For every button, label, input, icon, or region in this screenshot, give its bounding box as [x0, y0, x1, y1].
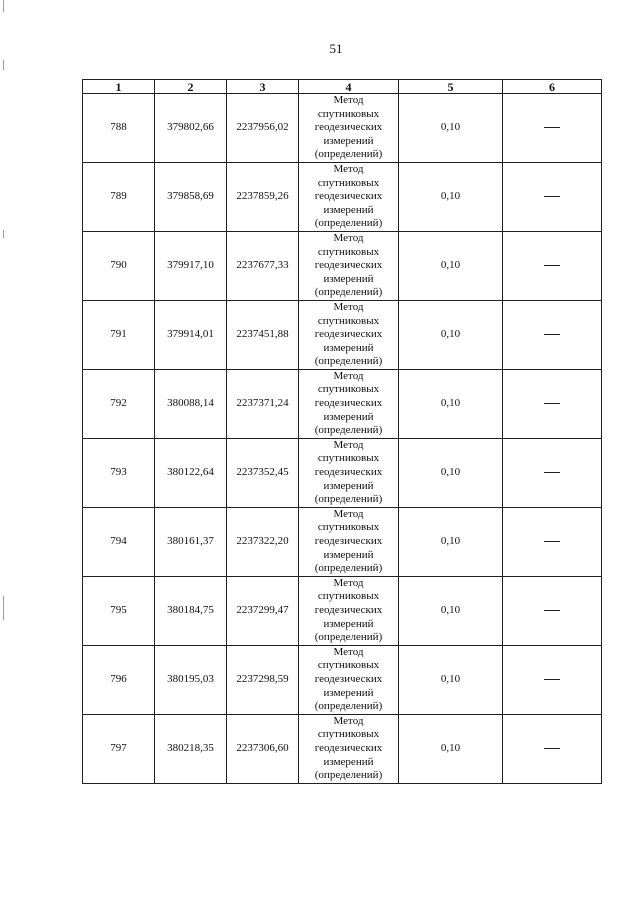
accuracy-cell: 0,10: [399, 231, 503, 300]
method-line: геодезических: [314, 259, 383, 272]
x-coordinate-cell: 380161,37: [155, 507, 227, 576]
table-row: [83, 231, 602, 300]
table-row: [83, 576, 602, 645]
method-line: (определений): [314, 493, 383, 506]
point-number-cell: 791: [83, 300, 155, 369]
method-cell: [299, 231, 399, 300]
method-cell: [299, 714, 399, 783]
method-line: Метод: [333, 714, 364, 727]
method-line: измерений: [323, 617, 374, 630]
table-row: [83, 369, 602, 438]
x-coordinate-cell: 380195,03: [155, 645, 227, 714]
description-cell: [503, 576, 602, 645]
point-number-cell: 794: [83, 507, 155, 576]
header-row: [83, 80, 602, 94]
method-line: (определений): [314, 769, 383, 782]
y-coordinate-cell: 2237352,45: [227, 438, 299, 507]
method-line: (определений): [314, 355, 383, 368]
y-coordinate-cell: 2237298,59: [227, 645, 299, 714]
method-line: геодезических: [314, 397, 383, 410]
method-line: (определений): [314, 700, 383, 713]
dash-mark: [544, 679, 560, 680]
column-header: 5: [399, 80, 503, 94]
method-line: спутниковых: [317, 383, 380, 396]
y-coordinate-cell: 2237451,88: [227, 300, 299, 369]
method-cell: [299, 645, 399, 714]
method-line: геодезических: [314, 535, 383, 547]
method-line: измерений: [323, 272, 374, 285]
method-cell: [299, 438, 399, 507]
x-coordinate-cell: 379914,01: [155, 300, 227, 369]
method-line: спутниковых: [317, 452, 380, 465]
accuracy-cell: 0,10: [399, 576, 503, 645]
x-coordinate-cell: 379858,69: [155, 162, 227, 231]
method-cell: [299, 576, 399, 645]
method-line: Метод: [333, 94, 364, 106]
scan-edge-mark: [3, 0, 4, 12]
method-line: геодезических: [314, 121, 383, 134]
point-number-cell: 789: [83, 162, 155, 231]
method-line: геодезических: [314, 466, 383, 479]
method-line: спутниковых: [317, 245, 380, 258]
description-cell: [503, 300, 602, 369]
dash-mark: [544, 265, 560, 266]
y-coordinate-cell: 2237859,26: [227, 162, 299, 231]
method-line: Метод: [333, 576, 364, 589]
method-line: (определений): [314, 631, 383, 644]
method-line: Метод: [333, 231, 364, 244]
dash-mark: [544, 472, 560, 473]
method-cell: [299, 507, 399, 576]
x-coordinate-cell: 379802,66: [155, 94, 227, 163]
description-cell: [503, 645, 602, 714]
method-line: геодезических: [314, 741, 383, 754]
dash-mark: [544, 127, 560, 128]
method-line: спутниковых: [317, 728, 380, 741]
method-line: измерений: [323, 686, 374, 699]
point-number-cell: 797: [83, 714, 155, 783]
method-line: спутниковых: [317, 176, 380, 189]
accuracy-cell: 0,10: [399, 507, 503, 576]
accuracy-cell: 0,10: [399, 94, 503, 163]
method-line: (определений): [314, 562, 383, 575]
method-line: (определений): [314, 286, 383, 299]
description-cell: [503, 162, 602, 231]
method-line: спутниковых: [317, 590, 380, 603]
table-row: [83, 438, 602, 507]
method-line: (определений): [314, 148, 383, 161]
point-number-cell: 792: [83, 369, 155, 438]
method-line: Метод: [333, 369, 364, 382]
table-row: [83, 162, 602, 231]
coordinates-table: [82, 79, 602, 784]
y-coordinate-cell: 2237322,20: [227, 507, 299, 576]
method-cell: [299, 300, 399, 369]
x-coordinate-cell: 379917,10: [155, 231, 227, 300]
dash-mark: [544, 610, 560, 611]
y-coordinate-cell: 2237371,24: [227, 369, 299, 438]
accuracy-cell: 0,10: [399, 438, 503, 507]
dash-mark: [544, 403, 560, 404]
method-line: измерений: [323, 134, 374, 147]
y-coordinate-cell: 2237956,02: [227, 94, 299, 163]
y-coordinate-cell: 2237677,33: [227, 231, 299, 300]
scan-edge-mark: [3, 230, 4, 238]
point-number-cell: 793: [83, 438, 155, 507]
method-line: Метод: [333, 162, 364, 175]
method-line: Метод: [333, 300, 364, 313]
description-cell: [503, 507, 602, 576]
method-line: спутниковых: [317, 521, 380, 534]
dash-mark: [544, 334, 560, 335]
description-cell: [503, 369, 602, 438]
accuracy-cell: 0,10: [399, 645, 503, 714]
method-line: измерений: [323, 203, 374, 216]
table-row: [83, 94, 602, 163]
table-row: [83, 645, 602, 714]
method-line: Метод: [333, 507, 364, 520]
description-cell: [503, 438, 602, 507]
method-line: геодезических: [314, 672, 383, 685]
scan-edge-mark: [3, 60, 4, 70]
method-line: измерений: [323, 548, 374, 561]
method-cell: [299, 369, 399, 438]
method-line: геодезических: [314, 603, 383, 616]
point-number-cell: 788: [83, 94, 155, 163]
page-number: 51: [329, 41, 343, 56]
dash-mark: [544, 196, 560, 197]
method-line: геодезических: [314, 328, 383, 341]
dash-mark: [544, 748, 560, 749]
table-row: [83, 300, 602, 369]
table-row: [83, 714, 602, 783]
method-line: спутниковых: [317, 314, 380, 327]
point-number-cell: 795: [83, 576, 155, 645]
method-line: измерений: [323, 410, 374, 423]
method-line: Метод: [333, 645, 364, 658]
method-line: геодезических: [314, 190, 383, 203]
description-cell: [503, 94, 602, 163]
accuracy-cell: 0,10: [399, 369, 503, 438]
table-row: [83, 507, 602, 576]
point-number-cell: 796: [83, 645, 155, 714]
method-line: спутниковых: [317, 659, 380, 672]
dash-mark: [544, 541, 560, 542]
column-header: 1: [83, 80, 155, 94]
method-line: измерений: [323, 341, 374, 354]
method-line: (определений): [314, 424, 383, 437]
x-coordinate-cell: 380184,75: [155, 576, 227, 645]
method-cell: [299, 162, 399, 231]
point-number-cell: 790: [83, 231, 155, 300]
column-header: 3: [227, 80, 299, 94]
accuracy-cell: 0,10: [399, 162, 503, 231]
method-line: Метод: [333, 438, 364, 451]
x-coordinate-cell: 380218,35: [155, 714, 227, 783]
method-line: измерений: [323, 755, 374, 768]
description-cell: [503, 714, 602, 783]
method-line: спутниковых: [317, 107, 380, 120]
x-coordinate-cell: 380122,64: [155, 438, 227, 507]
method-line: (определений): [314, 217, 383, 230]
accuracy-cell: 0,10: [399, 714, 503, 783]
method-line: измерений: [323, 479, 374, 492]
scan-edge-mark: [3, 596, 4, 620]
description-cell: [503, 231, 602, 300]
y-coordinate-cell: 2237306,60: [227, 714, 299, 783]
column-header: 4: [299, 80, 399, 94]
accuracy-cell: 0,10: [399, 300, 503, 369]
column-header: 6: [503, 80, 602, 94]
column-header: 2: [155, 80, 227, 94]
x-coordinate-cell: 380088,14: [155, 369, 227, 438]
y-coordinate-cell: 2237299,47: [227, 576, 299, 645]
method-cell: [299, 94, 399, 163]
